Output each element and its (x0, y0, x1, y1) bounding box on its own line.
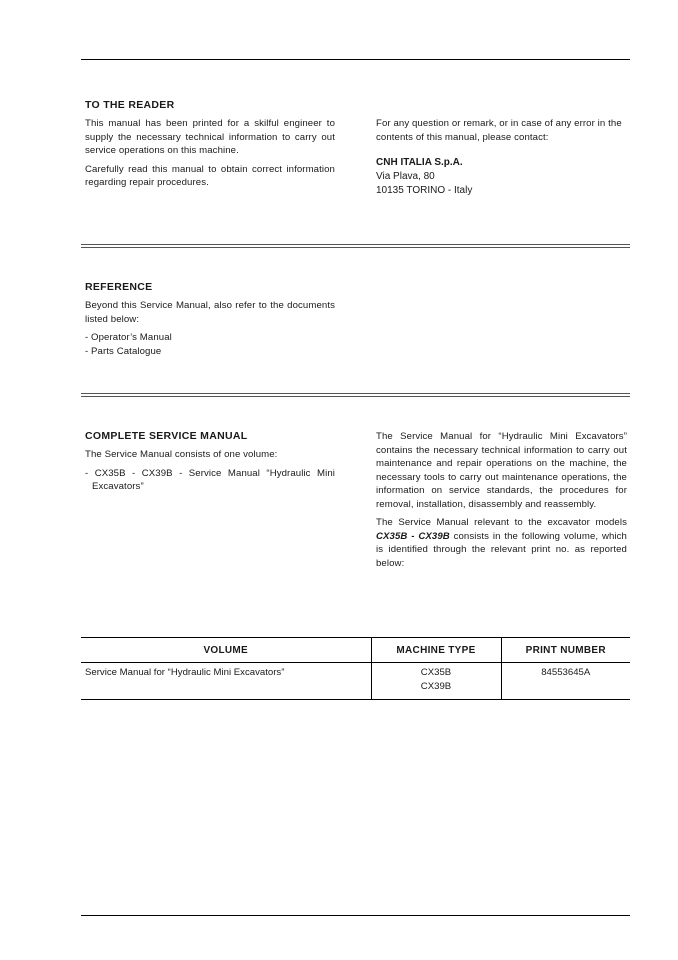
company-name: CNH ITALIA S.p.A. (376, 157, 463, 168)
models-text-b: consists in the following volume, which is identified through the relevant print no. as reported below: (376, 530, 627, 569)
models-emphasis: CX35B - CX39B (376, 530, 450, 542)
table-row (81, 663, 630, 700)
address-line-2: 10135 TORINO - Italy (376, 184, 473, 196)
reader-paragraph-2: Carefully read this manual to obtain correct information regarding repair procedures. (85, 163, 335, 188)
header-print-number: PRINT NUMBER (501, 638, 630, 663)
volume-table (81, 637, 630, 700)
complete-right-paragraph-2 (376, 516, 627, 570)
section-divider-2 (81, 393, 630, 397)
cell-print-number: 84553645A (501, 663, 630, 700)
complete-left-column (85, 430, 335, 494)
reader-heading: TO THE READER (85, 99, 175, 111)
reference-heading: REFERENCE (85, 281, 153, 293)
reference-item-parts-catalogue: - Parts Catalogue (85, 345, 162, 357)
complete-heading: COMPLETE SERVICE MANUAL (85, 430, 248, 442)
section-divider-1 (81, 244, 630, 248)
models-text-a: The Service Manual relevant to the excavator models (376, 517, 627, 528)
reference-list (85, 331, 335, 358)
reader-paragraph-1: This manual has been printed for a skilful engineer to supply the necessary technical information to carry out service operations on this machine. (85, 118, 335, 156)
top-rule (81, 59, 630, 60)
reference-section (85, 281, 335, 358)
reader-right-column (376, 117, 627, 197)
complete-paragraph-1: The Service Manual consists of one volume: (85, 449, 278, 460)
reference-paragraph: Beyond this Service Manual, also refer to the documents listed below: (85, 300, 335, 325)
contact-intro: For any question or remark, or in case of any error in the contents of this manual, please contact: (376, 118, 622, 143)
reader-left-column (85, 99, 335, 190)
address-line-1: Via Plava, 80 (376, 171, 435, 182)
machine-type-cx35b: CX35B (420, 667, 452, 678)
header-machine-type: MACHINE TYPE (371, 638, 501, 663)
table-header-row (81, 638, 630, 663)
reference-item-operators-manual: - Operator’s Manual (85, 332, 172, 343)
cell-machine-type (371, 663, 501, 700)
header-volume: VOLUME (81, 638, 371, 663)
complete-right-column (376, 430, 627, 570)
complete-volume-item: - CX35B - CX39B - Service Manual “Hydraulic Mini Excavators” (85, 467, 335, 492)
machine-type-cx39b: CX39B (420, 681, 452, 692)
complete-right-paragraph-1: The Service Manual for “Hydraulic Mini Excavators” contains the necessary technical information to carry out maintenance and repair operations on the machine, the necessary tools to carry out maintenance operations, the information on service standards, the procedures for removal, installation, disassembly and reassembly. (376, 431, 627, 510)
cell-volume: Service Manual for “Hydraulic Mini Excavators” (81, 663, 371, 700)
bottom-rule (81, 915, 630, 916)
